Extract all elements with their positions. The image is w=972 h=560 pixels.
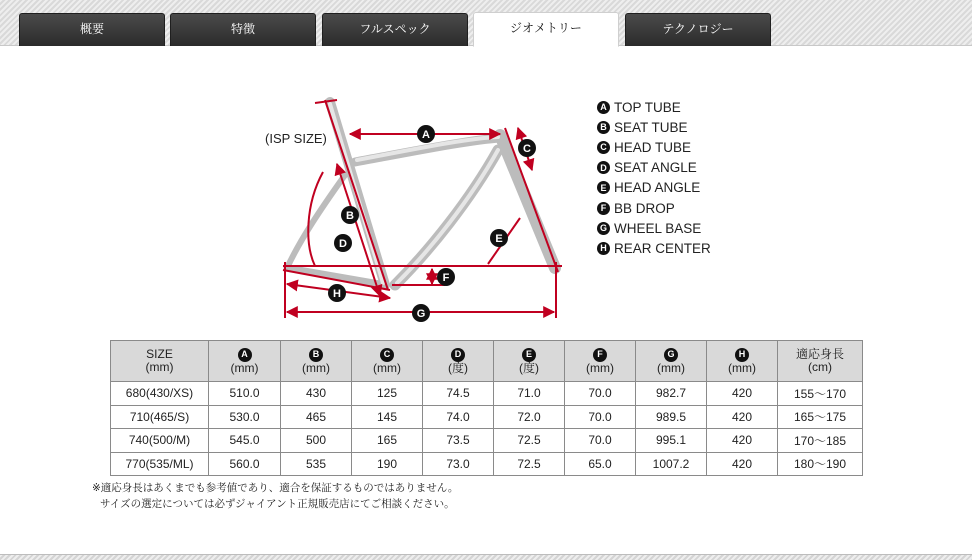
legend-label: WHEEL BASE (614, 220, 702, 236)
table-cell: 770(535/ML) (111, 452, 209, 476)
svg-text:C: C (523, 143, 531, 155)
svg-text:H: H (333, 288, 341, 300)
bottom-bar (0, 554, 972, 560)
frame-illustration (0, 46, 972, 336)
svg-text:B: B (346, 210, 354, 222)
legend-item (597, 238, 711, 258)
geometry-notes (92, 480, 458, 512)
note-line: ※適応身長はあくまでも参考値であり、適合を保証するものではありません。 (92, 482, 459, 494)
marker-b (341, 206, 359, 224)
legend-label: HEAD TUBE (614, 139, 692, 155)
table-cell: 73.5 (423, 429, 494, 453)
header-g: G (mm) (636, 341, 707, 382)
table-cell: 1007.2 (636, 452, 707, 476)
svg-text:E: E (495, 233, 503, 245)
legend-badge: F (597, 202, 610, 215)
table-cell: 500 (281, 429, 352, 453)
legend-label: SEAT ANGLE (614, 160, 697, 176)
table-cell: 65.0 (565, 452, 636, 476)
table-row (111, 452, 863, 476)
legend-label: HEAD ANGLE (614, 180, 701, 196)
table-cell: 995.1 (636, 429, 707, 453)
table-cell: 70.0 (565, 382, 636, 406)
table-cell: 535 (281, 452, 352, 476)
legend-badge: C (597, 141, 610, 154)
table-row (111, 429, 863, 453)
table-cell: 982.7 (636, 382, 707, 406)
header-e: E (度) (494, 341, 565, 382)
table-cell: 710(465/S) (111, 405, 209, 429)
marker-a (417, 125, 435, 143)
legend-item (597, 117, 711, 137)
table-cell: 72.0 (494, 405, 565, 429)
legend-item (597, 178, 711, 198)
table-cell: 70.0 (565, 429, 636, 453)
tab-features[interactable]: 特徴 (170, 13, 316, 46)
marker-e (490, 229, 508, 247)
legend-item (597, 97, 711, 117)
geometry-table (110, 340, 863, 476)
table-cell: 170～185 (778, 429, 863, 453)
marker-f (437, 268, 455, 286)
table-row (111, 405, 863, 429)
tab-overview[interactable]: 概要 (19, 13, 165, 46)
svg-text:F: F (442, 272, 450, 284)
table-cell: 180～190 (778, 452, 863, 476)
table-cell: 560.0 (209, 452, 281, 476)
table-cell: 125 (352, 382, 423, 406)
legend-label: SEAT TUBE (614, 119, 688, 135)
header-d: D (度) (423, 341, 494, 382)
table-cell: 680(430/XS) (111, 382, 209, 406)
svg-text:A: A (422, 129, 430, 141)
tab-full-spec[interactable]: フルスペック (322, 13, 468, 46)
legend-badge: D (597, 161, 610, 174)
header-size: SIZE (mm) (111, 341, 209, 382)
table-cell: 74.5 (423, 382, 494, 406)
table-header-row (111, 341, 863, 382)
table-cell: 71.0 (494, 382, 565, 406)
table-cell: 530.0 (209, 405, 281, 429)
table-cell: 430 (281, 382, 352, 406)
legend-label: BB DROP (614, 200, 675, 216)
table-cell: 420 (707, 452, 778, 476)
marker-c (518, 139, 536, 157)
legend-badge: E (597, 181, 610, 194)
header-h: H (mm) (707, 341, 778, 382)
legend-item (597, 137, 711, 157)
table-cell: 165～175 (778, 405, 863, 429)
marker-d (334, 234, 352, 252)
geometry-diagram (0, 46, 972, 336)
marker-g (412, 304, 430, 322)
legend-label: REAR CENTER (614, 240, 711, 256)
svg-text:D: D (339, 238, 347, 250)
isp-size-label: (ISP SIZE) (265, 131, 327, 146)
table-cell: 510.0 (209, 382, 281, 406)
table-cell: 145 (352, 405, 423, 429)
table-cell: 465 (281, 405, 352, 429)
table-cell: 73.0 (423, 452, 494, 476)
legend-badge: B (597, 121, 610, 134)
legend-badge: H (597, 242, 610, 255)
table-row (111, 382, 863, 406)
marker-h (328, 284, 346, 302)
table-cell: 70.0 (565, 405, 636, 429)
tab-technology[interactable]: テクノロジー (625, 13, 771, 46)
header-c: C (mm) (352, 341, 423, 382)
table-cell: 989.5 (636, 405, 707, 429)
table-cell: 190 (352, 452, 423, 476)
table-cell: 740(500/M) (111, 429, 209, 453)
table-cell: 74.0 (423, 405, 494, 429)
table-cell: 420 (707, 429, 778, 453)
header-a: A (mm) (209, 341, 281, 382)
legend-label: TOP TUBE (614, 99, 681, 115)
legend-item (597, 218, 711, 238)
tab-bar (0, 0, 972, 46)
table-cell: 165 (352, 429, 423, 453)
table-cell: 420 (707, 382, 778, 406)
header-b: B (mm) (281, 341, 352, 382)
table-cell: 72.5 (494, 452, 565, 476)
table-cell: 155～170 (778, 382, 863, 406)
note-line: サイズの選定については必ずジャイアント正規販売店にてご相談ください。 (100, 498, 455, 510)
svg-text:G: G (416, 308, 426, 320)
table-cell: 545.0 (209, 429, 281, 453)
legend-item (597, 198, 711, 218)
geometry-legend (597, 97, 711, 259)
table-cell: 420 (707, 405, 778, 429)
table-cell: 72.5 (494, 429, 565, 453)
tab-geometry[interactable]: ジオメトリー (473, 12, 619, 47)
legend-item (597, 158, 711, 178)
header-f: F (mm) (565, 341, 636, 382)
header-rider-height: 適応身長 (cm) (778, 341, 863, 382)
legend-badge: G (597, 222, 610, 235)
legend-badge: A (597, 101, 610, 114)
